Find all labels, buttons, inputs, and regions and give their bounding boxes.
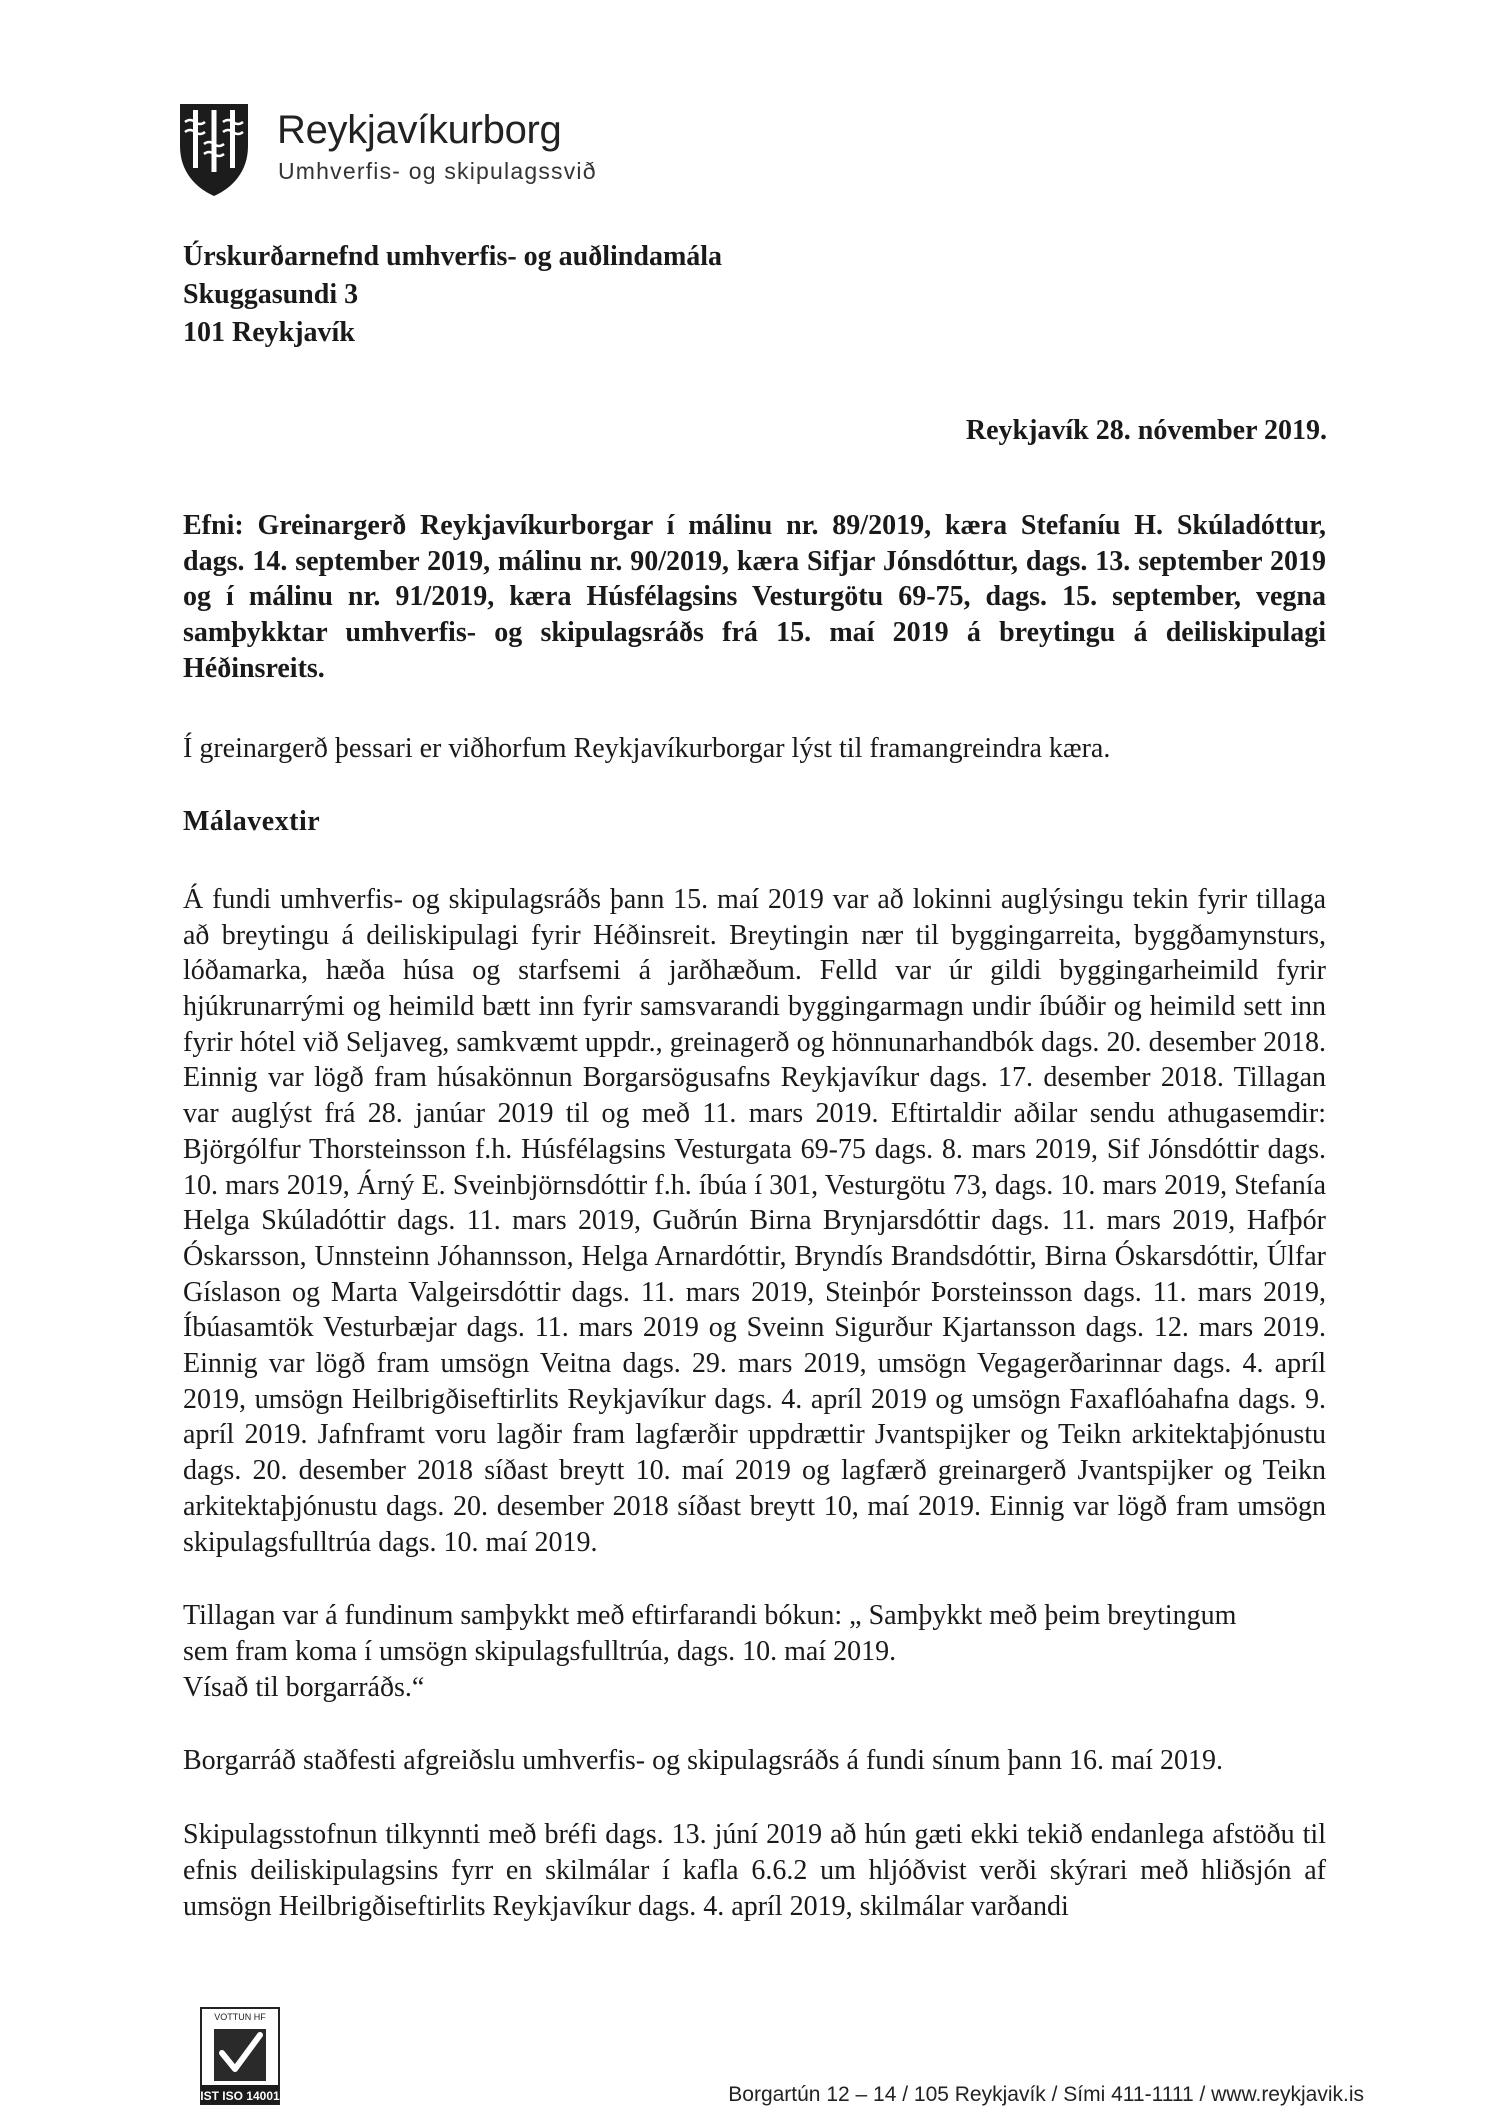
recipient-line-2: Skuggasundi 3 bbox=[183, 279, 359, 310]
body-paragraph-4: Skipulagsstofnun tilkynnti með bréfi dags. 13. júní 2019 að hún gæti ekki tekið endanlega afstöðu til efnis deiliskipulagsins fyrr en skilmálar í kafla 6.6.2 um hljóðvist verði skýrari með hliðsjón af umsögn Heilbrigðiseftirlits Reykjavíkur dags. 4. apríl 2019, skilmálar varðandi bbox=[183, 1819, 1326, 1922]
body-paragraph-3: Borgarráð staðfesti afgreiðslu umhverfis- og skipulagsráðs á fundi sínum þann 16. maí 2019. bbox=[183, 1745, 1223, 1777]
section-heading: Málavextir bbox=[183, 806, 321, 838]
org-department: Umhverfis- og skipulagssvið bbox=[278, 158, 597, 184]
quote-line-2: sem fram koma í umsögn skipulagsfulltrúa, dags. 10. maí 2019. bbox=[183, 1635, 897, 1667]
body-paragraph-2 bbox=[183, 1598, 1326, 1705]
reykjavik-crest-icon bbox=[176, 100, 252, 198]
cert-label: IST ISO 14001 bbox=[200, 2089, 280, 2103]
subject-paragraph: Efni: Greinargerð Reykjavíkurborgar í málinu nr. 89/2019, kæra Stefaníu H. Skúladóttur, dags. 14. september 2019, málinu nr. 90/2019, kæra Sifjar Jónsdóttur, dags. 13. september 2019 og í málinu nr. 91/2019, kæra Húsfélagsins Vesturgötu 69-75, dags. 15. september, vegna samþykktar umhverfis- og skipulagsráðs frá 15. maí 2019 á breytingu á deiliskipulagi Héðinsreits. bbox=[183, 510, 1326, 684]
quote-line-3: Vísað til borgarráðs.“ bbox=[183, 1671, 425, 1703]
org-name: Reykjavíkurborg bbox=[277, 108, 562, 152]
cert-top-text: VOTTUN HF bbox=[214, 2012, 266, 2022]
letterhead bbox=[176, 92, 776, 202]
intro-paragraph: Í greinargerð þessari er viðhorfum Reykjavíkurborgar lýst til framangreindra kæra. bbox=[183, 732, 1111, 764]
letter-date: Reykjavík 28. nóvember 2019. bbox=[965, 415, 1327, 446]
iso-certification-badge-icon bbox=[200, 2007, 280, 2105]
recipient-address bbox=[183, 238, 722, 352]
recipient-line-1: Úrskurðarnefnd umhverfis- og auðlindamála bbox=[183, 241, 723, 272]
body-paragraph-1: Á fundi umhverfis- og skipulagsráðs þann 15. maí 2019 var að lokinni auglýsingu tekin fyrir tillaga að breytingu á deiliskipulagi fyrir Héðinsreit. Breytingin nær til byggingarreita, byggðamynsturs, lóðamarka, hæða húsa og starfsemi á jarðhæðum. Felld var úr gildi byggingarheimild fyrir hjúkrunarrými og heimild bætt inn fyrir samsvarandi byggingarmagn undir íbúðir og heimild sett inn fyrir hótel við Seljaveg, samkvæmt uppdr., greinagerð og hönnunarhandbók dags. 20. desember 2018. Einnig var lögð fram húsakönnun Borgarsögusafns Reykjavíkur dags. 17. desember 2018. Tillagan var auglýst frá 28. janúar 2019 til og með 11. mars 2019. Eftirtaldir aðilar sendu athugasemdir: Björgólfur Thorsteinsson f.h. Húsfélagsins Vesturgata 69-75 dags. 8. mars 2019, Sif Jónsdóttir dags. 10. mars 2019, Árný E. Sveinbjörnsdóttir f.h. íbúa í 301, Vesturgötu 73, dags. 10. mars 2019, Stefanía Helga Skúladóttir dags. 11. mars 2019, Guðrún Birna Brynjarsdóttir dags. 11. mars 2019, Hafþór Óskarsson, Unnsteinn Jóhannsson, Helga Arnardóttir, Bryndís Brandsdóttir, Birna Óskarsdóttir, Úlfar Gíslason og Marta Valgeirsdóttir dags. 11. mars 2019, Steinþór Þorsteinsson dags. 11. mars 2019, Íbúasamtök Vesturbæjar dags. 11. mars 2019 og Sveinn Sigurður Kjartansson dags. 12. mars 2019. Einnig var lögð fram umsögn Veitna dags. 29. mars 2019, umsögn Vegagerðarinnar dags. 4. apríl 2019, umsögn Heilbrigðiseftirlits Reykjavíkur dags. 4. apríl 2019 og umsögn Faxaflóahafna dags. 9. apríl 2019. Jafnframt voru lagðir fram lagfærðir uppdrættir Jvantspijker og Teikn arkitektaþjónustu dags. 20. desember 2018 síðast breytt 10. maí 2019 og lagfærð greinargerð Jvantspijker og Teikn arkitektaþjónustu dags. 20. desember 2018 síðast breytt 10, maí 2019. Einnig var lögð fram umsögn skipulagsfulltrúa dags. 10. maí 2019. bbox=[183, 883, 1326, 1558]
quote-line-1: Tillagan var á fundinum samþykkt með eftirfarandi bókun: „ Samþykkt með þeim breytingum bbox=[183, 1600, 1237, 1632]
letter-body bbox=[183, 508, 1326, 1924]
recipient-line-3: 101 Reykjavík bbox=[183, 317, 355, 348]
footer-address: Borgartún 12 – 14 / 105 Reykjavík / Sími 411-1111 / www.reykjavik.is bbox=[728, 2083, 1364, 2106]
